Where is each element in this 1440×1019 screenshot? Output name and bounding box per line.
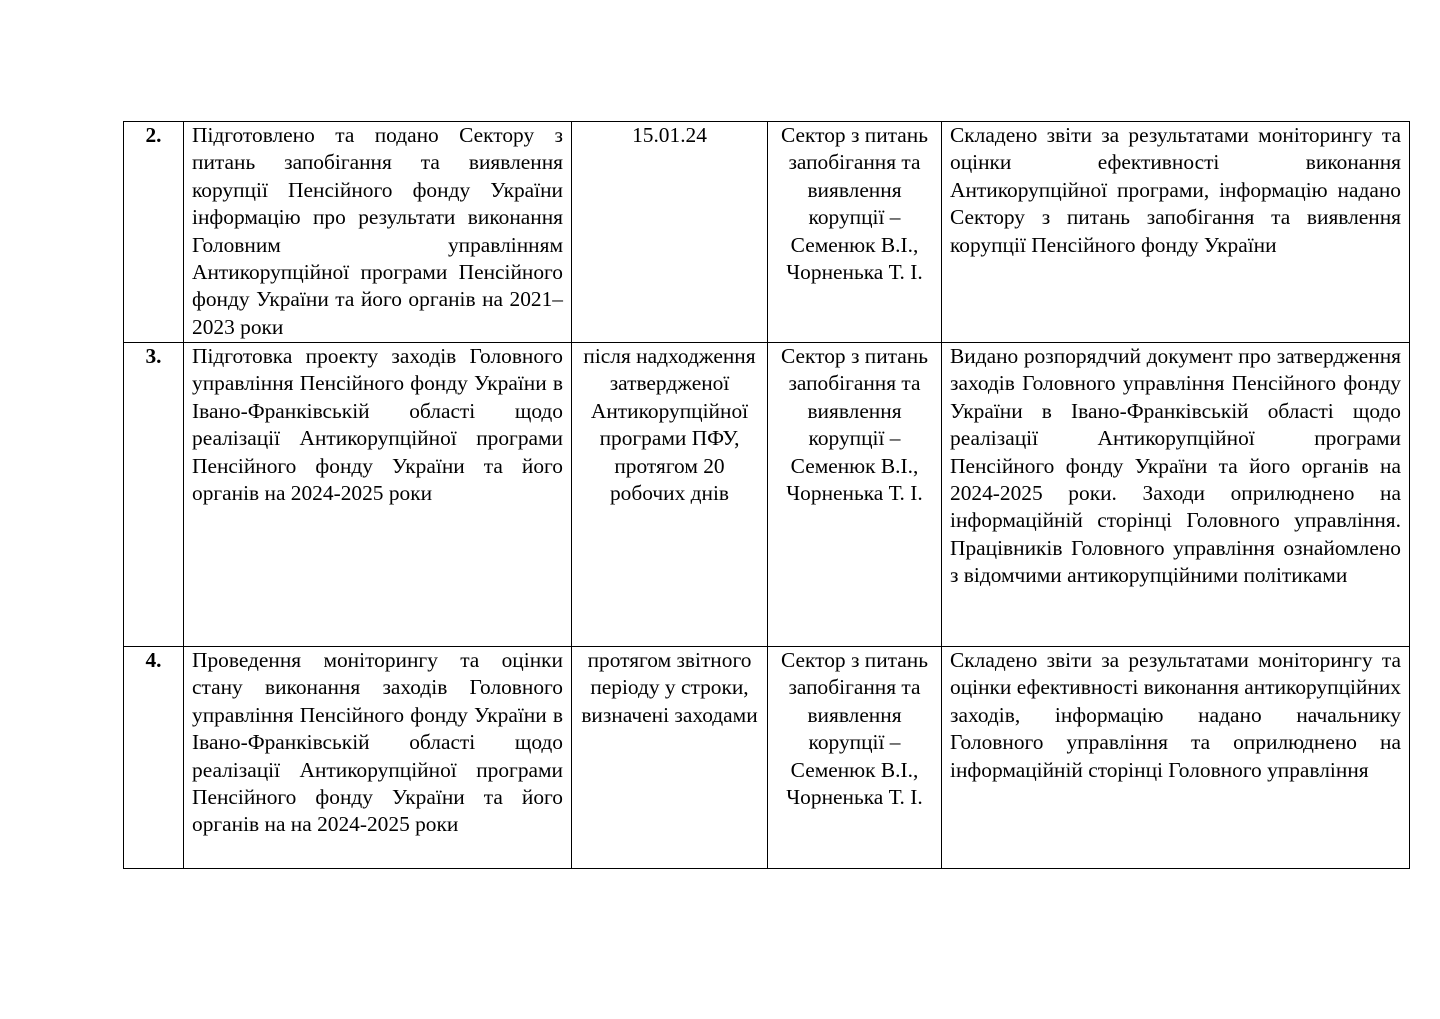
table-row [124, 122, 1410, 343]
result-cell: Видано розпорядчий документ про затвердження заходів Головного управління Пенсійного фонду України в Івано-Франківській області щодо реалізації Антикорупційної програми Пенсійного фонду України та його органів на 2024-2025 роки. Заходи оприлюднено на інформаційній сторінці Головного управління. Працівників Головного управління ознайомлено з відомчими антикорупційними політиками [942, 343, 1410, 647]
responsible-cell: Сектор з питань запобігання та виявлення корупції – Семенюк В.І., Чорненька Т. І. [768, 343, 942, 647]
deadline-cell: протягом звітного періоду у строки, визначені заходами [572, 647, 768, 869]
deadline-cell: після надходження затвердженої Антикорупційної програми ПФУ, протягом 20 робочих днів [572, 343, 768, 647]
deadline-cell: 15.01.24 [572, 122, 768, 343]
task-cell: Підготовлено та подано Сектору з питань запобігання та виявлення корупції Пенсійного фонду України інформацію про результати виконання Головним управлінням Антикорупційної програми Пенсійного фонду України та його органів на 2021–2023 роки [184, 122, 572, 343]
row-number-cell: 4. [124, 647, 184, 869]
row-number-cell: 2. [124, 122, 184, 343]
result-cell: Складено звіти за результатами моніторингу та оцінки ефективності виконання Антикорупційної програми, інформацію надано Сектору з питань запобігання та виявлення корупції Пенсійного фонду України [942, 122, 1410, 343]
responsible-cell: Сектор з питань запобігання та виявлення корупції – Семенюк В.І., Чорненька Т. І. [768, 122, 942, 343]
row-number-cell: 3. [124, 343, 184, 647]
task-cell: Проведення моніторингу та оцінки стану виконання заходів Головного управління Пенсійного фонду України в Івано-Франківській області щодо реалізації Антикорупційної програми Пенсійного фонду України та його органів на на 2024-2025 роки [184, 647, 572, 869]
table-row [124, 647, 1410, 869]
responsible-cell: Сектор з питань запобігання та виявлення корупції – Семенюк В.І., Чорненька Т. І. [768, 647, 942, 869]
table-row [124, 343, 1410, 647]
task-cell: Підготовка проекту заходів Головного управління Пенсійного фонду України в Івано-Франківській області щодо реалізації Антикорупційної програми Пенсійного фонду України та його органів на 2024-2025 роки [184, 343, 572, 647]
result-cell: Складено звіти за результатами моніторингу та оцінки ефективності виконання антикорупційних заходів, інформацію надано начальнику Головного управління та оприлюднено на інформаційній сторінці Головного управління [942, 647, 1410, 869]
anticorruption-measures-table [123, 121, 1410, 869]
